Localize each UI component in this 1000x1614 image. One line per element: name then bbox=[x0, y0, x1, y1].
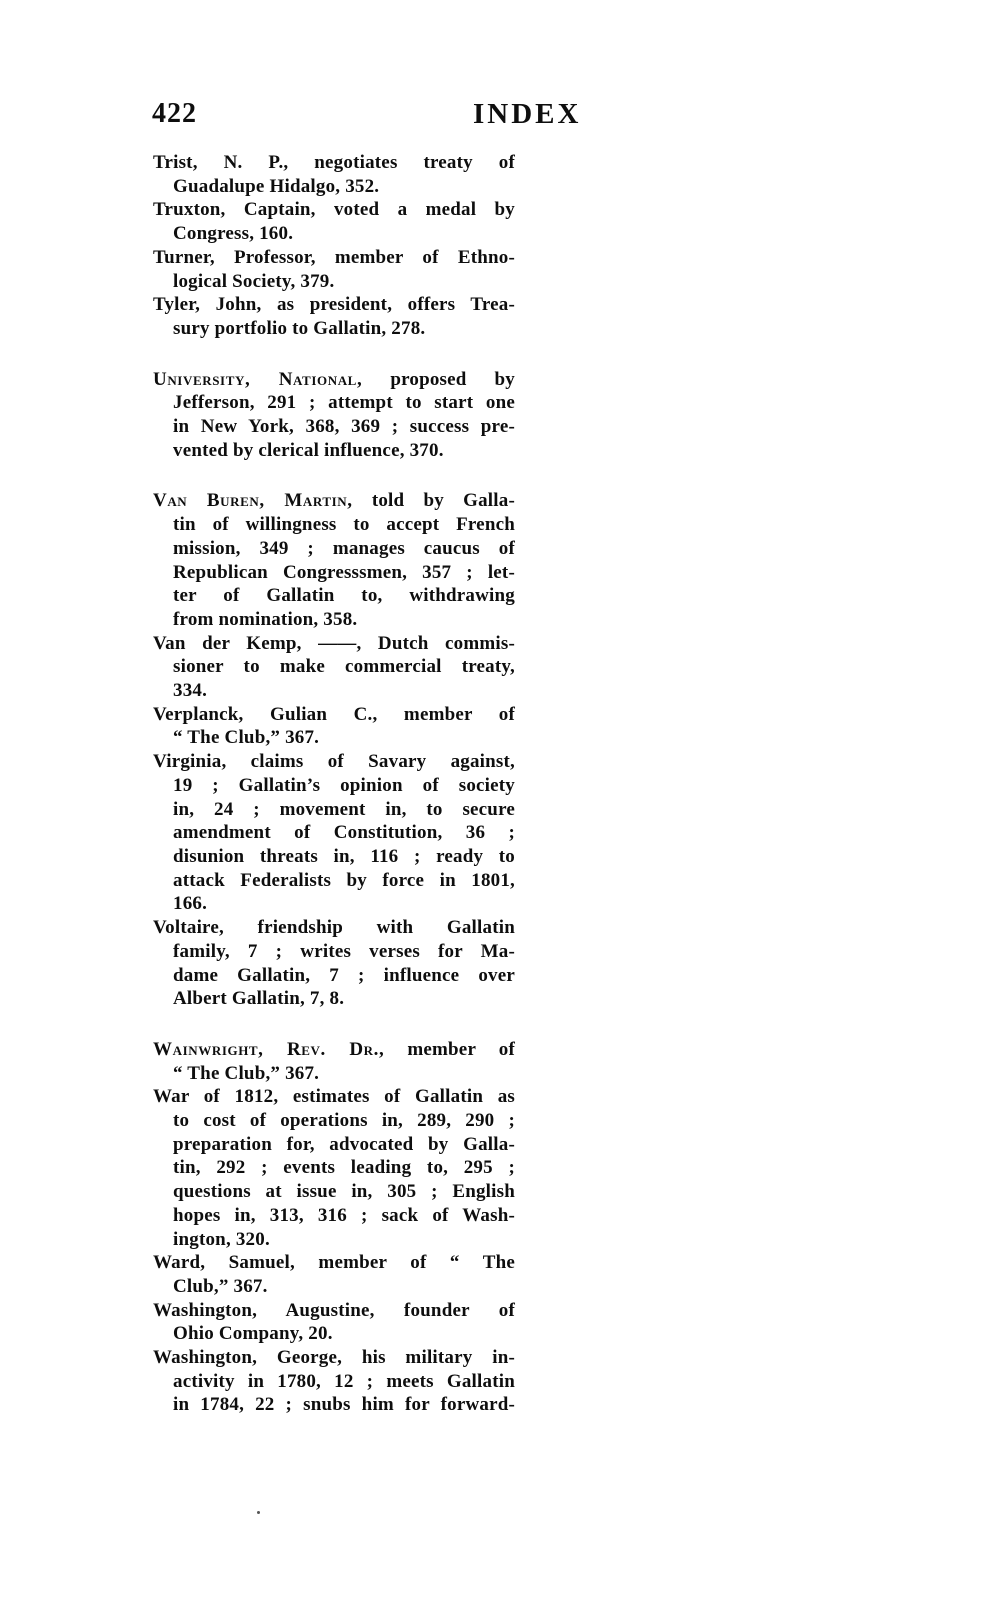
entry-line: mission, 349 ; manages caucus of bbox=[173, 537, 515, 559]
entry-line: questions at issue in, 305 ; English bbox=[173, 1181, 515, 1203]
entry-line: to cost of operations in, 289, 290 ; bbox=[173, 1110, 515, 1132]
entry-line: Ward, Samuel, member of “ The bbox=[153, 1252, 515, 1274]
entry-line: ington, 320. bbox=[173, 1228, 270, 1250]
entry-line: Trist, N. P., negotiates treaty of bbox=[153, 152, 515, 173]
entry-line: Verplanck, Gulian C., member of bbox=[153, 703, 515, 725]
entry-line: Albert Gallatin, 7, 8. bbox=[173, 988, 345, 1010]
index-entry bbox=[153, 1251, 515, 1298]
entry-line: Voltaire, friendship with Gallatin bbox=[153, 917, 515, 939]
index-entry bbox=[153, 916, 515, 1011]
entry-line: “ The Club,” 367. bbox=[173, 1062, 320, 1084]
entry-line: Truxton, Captain, voted a medal by bbox=[153, 199, 515, 221]
entry-line: tin of willingness to accept French bbox=[173, 514, 515, 536]
page-title: INDEX bbox=[473, 98, 582, 130]
entry-line: family, 7 ; writes verses for Ma- bbox=[173, 940, 515, 962]
entry-line: Guadalupe Hidalgo, 352. bbox=[173, 175, 380, 197]
entry-line: Van der Kemp, ——, Dutch commis- bbox=[153, 632, 515, 654]
entry-line: vented by clerical influence, 370. bbox=[173, 439, 444, 461]
entry-line: logical Society, 379. bbox=[173, 270, 335, 292]
entry-line: Washington, George, his military in- bbox=[153, 1347, 515, 1369]
index-entry bbox=[153, 1085, 515, 1251]
entry-line: War of 1812, estimates of Gallatin as bbox=[153, 1086, 515, 1108]
entry-line: Tyler, John, as president, offers Trea- bbox=[153, 294, 515, 316]
entry-line: University, National, proposed by bbox=[153, 368, 516, 390]
entry-line: Turner, Professor, member of Ethno- bbox=[153, 246, 515, 268]
entry-line: Wainwright, Rev. Dr., member of bbox=[153, 1038, 515, 1060]
entry-line: sioner to make commercial treaty, bbox=[173, 656, 515, 678]
entry-line: hopes in, 313, 316 ; sack of Wash- bbox=[173, 1204, 515, 1226]
index-entry bbox=[153, 1299, 515, 1346]
index-entry bbox=[153, 1038, 515, 1085]
entry-line: “ The Club,” 367. bbox=[173, 727, 320, 749]
entry-line: ter of Gallatin to, withdrawing bbox=[173, 585, 515, 607]
entry-line: 166. bbox=[173, 893, 208, 915]
index-entry bbox=[153, 1346, 515, 1417]
index-entry bbox=[153, 246, 515, 293]
entry-line: Club,” 367. bbox=[173, 1275, 268, 1297]
entry-line: in, 24 ; movement in, to secure bbox=[173, 798, 515, 820]
index-entry bbox=[153, 293, 515, 340]
entry-headword: Wainwright, Rev. Dr., bbox=[153, 1038, 385, 1060]
entry-line: Ohio Company, 20. bbox=[173, 1323, 333, 1345]
entry-line: attack Federalists by force in 1801, bbox=[173, 869, 515, 891]
entry-line: Republican Congresssmen, 357 ; let- bbox=[173, 561, 515, 583]
index-entry bbox=[153, 151, 515, 198]
entry-line: Jefferson, 291 ; attempt to start one bbox=[173, 392, 515, 414]
running-head bbox=[0, 98, 1000, 138]
index-entry bbox=[153, 198, 515, 245]
entry-headword: Van Buren, Martin, bbox=[153, 490, 353, 512]
entry-line: 19 ; Gallatin’s opinion of society bbox=[173, 774, 515, 796]
entry-line: 334. bbox=[173, 680, 208, 702]
index-entry bbox=[153, 750, 515, 916]
page-number: 422 bbox=[152, 98, 197, 129]
entry-line: activity in 1780, 12 ; meets Gallatin bbox=[173, 1370, 515, 1392]
entry-line: Van Buren, Martin, told by Galla- bbox=[153, 490, 515, 512]
index-entry bbox=[153, 489, 515, 631]
ink-speck bbox=[257, 1511, 260, 1514]
index-entry bbox=[153, 368, 515, 463]
entry-line: Congress, 160. bbox=[173, 223, 294, 245]
entry-line: amendment of Constitution, 36 ; bbox=[173, 822, 515, 844]
entry-line: in 1784, 22 ; snubs him for forward- bbox=[173, 1394, 515, 1416]
index-entry bbox=[153, 703, 515, 750]
index-entries bbox=[153, 151, 515, 1417]
entry-line: in New York, 368, 369 ; success pre- bbox=[173, 416, 515, 438]
entry-line: Washington, Augustine, founder of bbox=[153, 1299, 515, 1321]
entry-line: from nomination, 358. bbox=[173, 608, 358, 630]
entry-line: disunion threats in, 116 ; ready to bbox=[173, 845, 515, 867]
entry-headword: University, National, bbox=[153, 368, 363, 390]
entry-line: sury portfolio to Gallatin, 278. bbox=[173, 317, 426, 339]
index-entry bbox=[153, 632, 515, 703]
entry-line: preparation for, advocated by Galla- bbox=[173, 1133, 515, 1155]
entry-line: tin, 292 ; events leading to, 295 ; bbox=[173, 1157, 515, 1179]
entry-line: Virginia, claims of Savary against, bbox=[153, 751, 515, 773]
entry-line: dame Gallatin, 7 ; influence over bbox=[173, 964, 515, 986]
